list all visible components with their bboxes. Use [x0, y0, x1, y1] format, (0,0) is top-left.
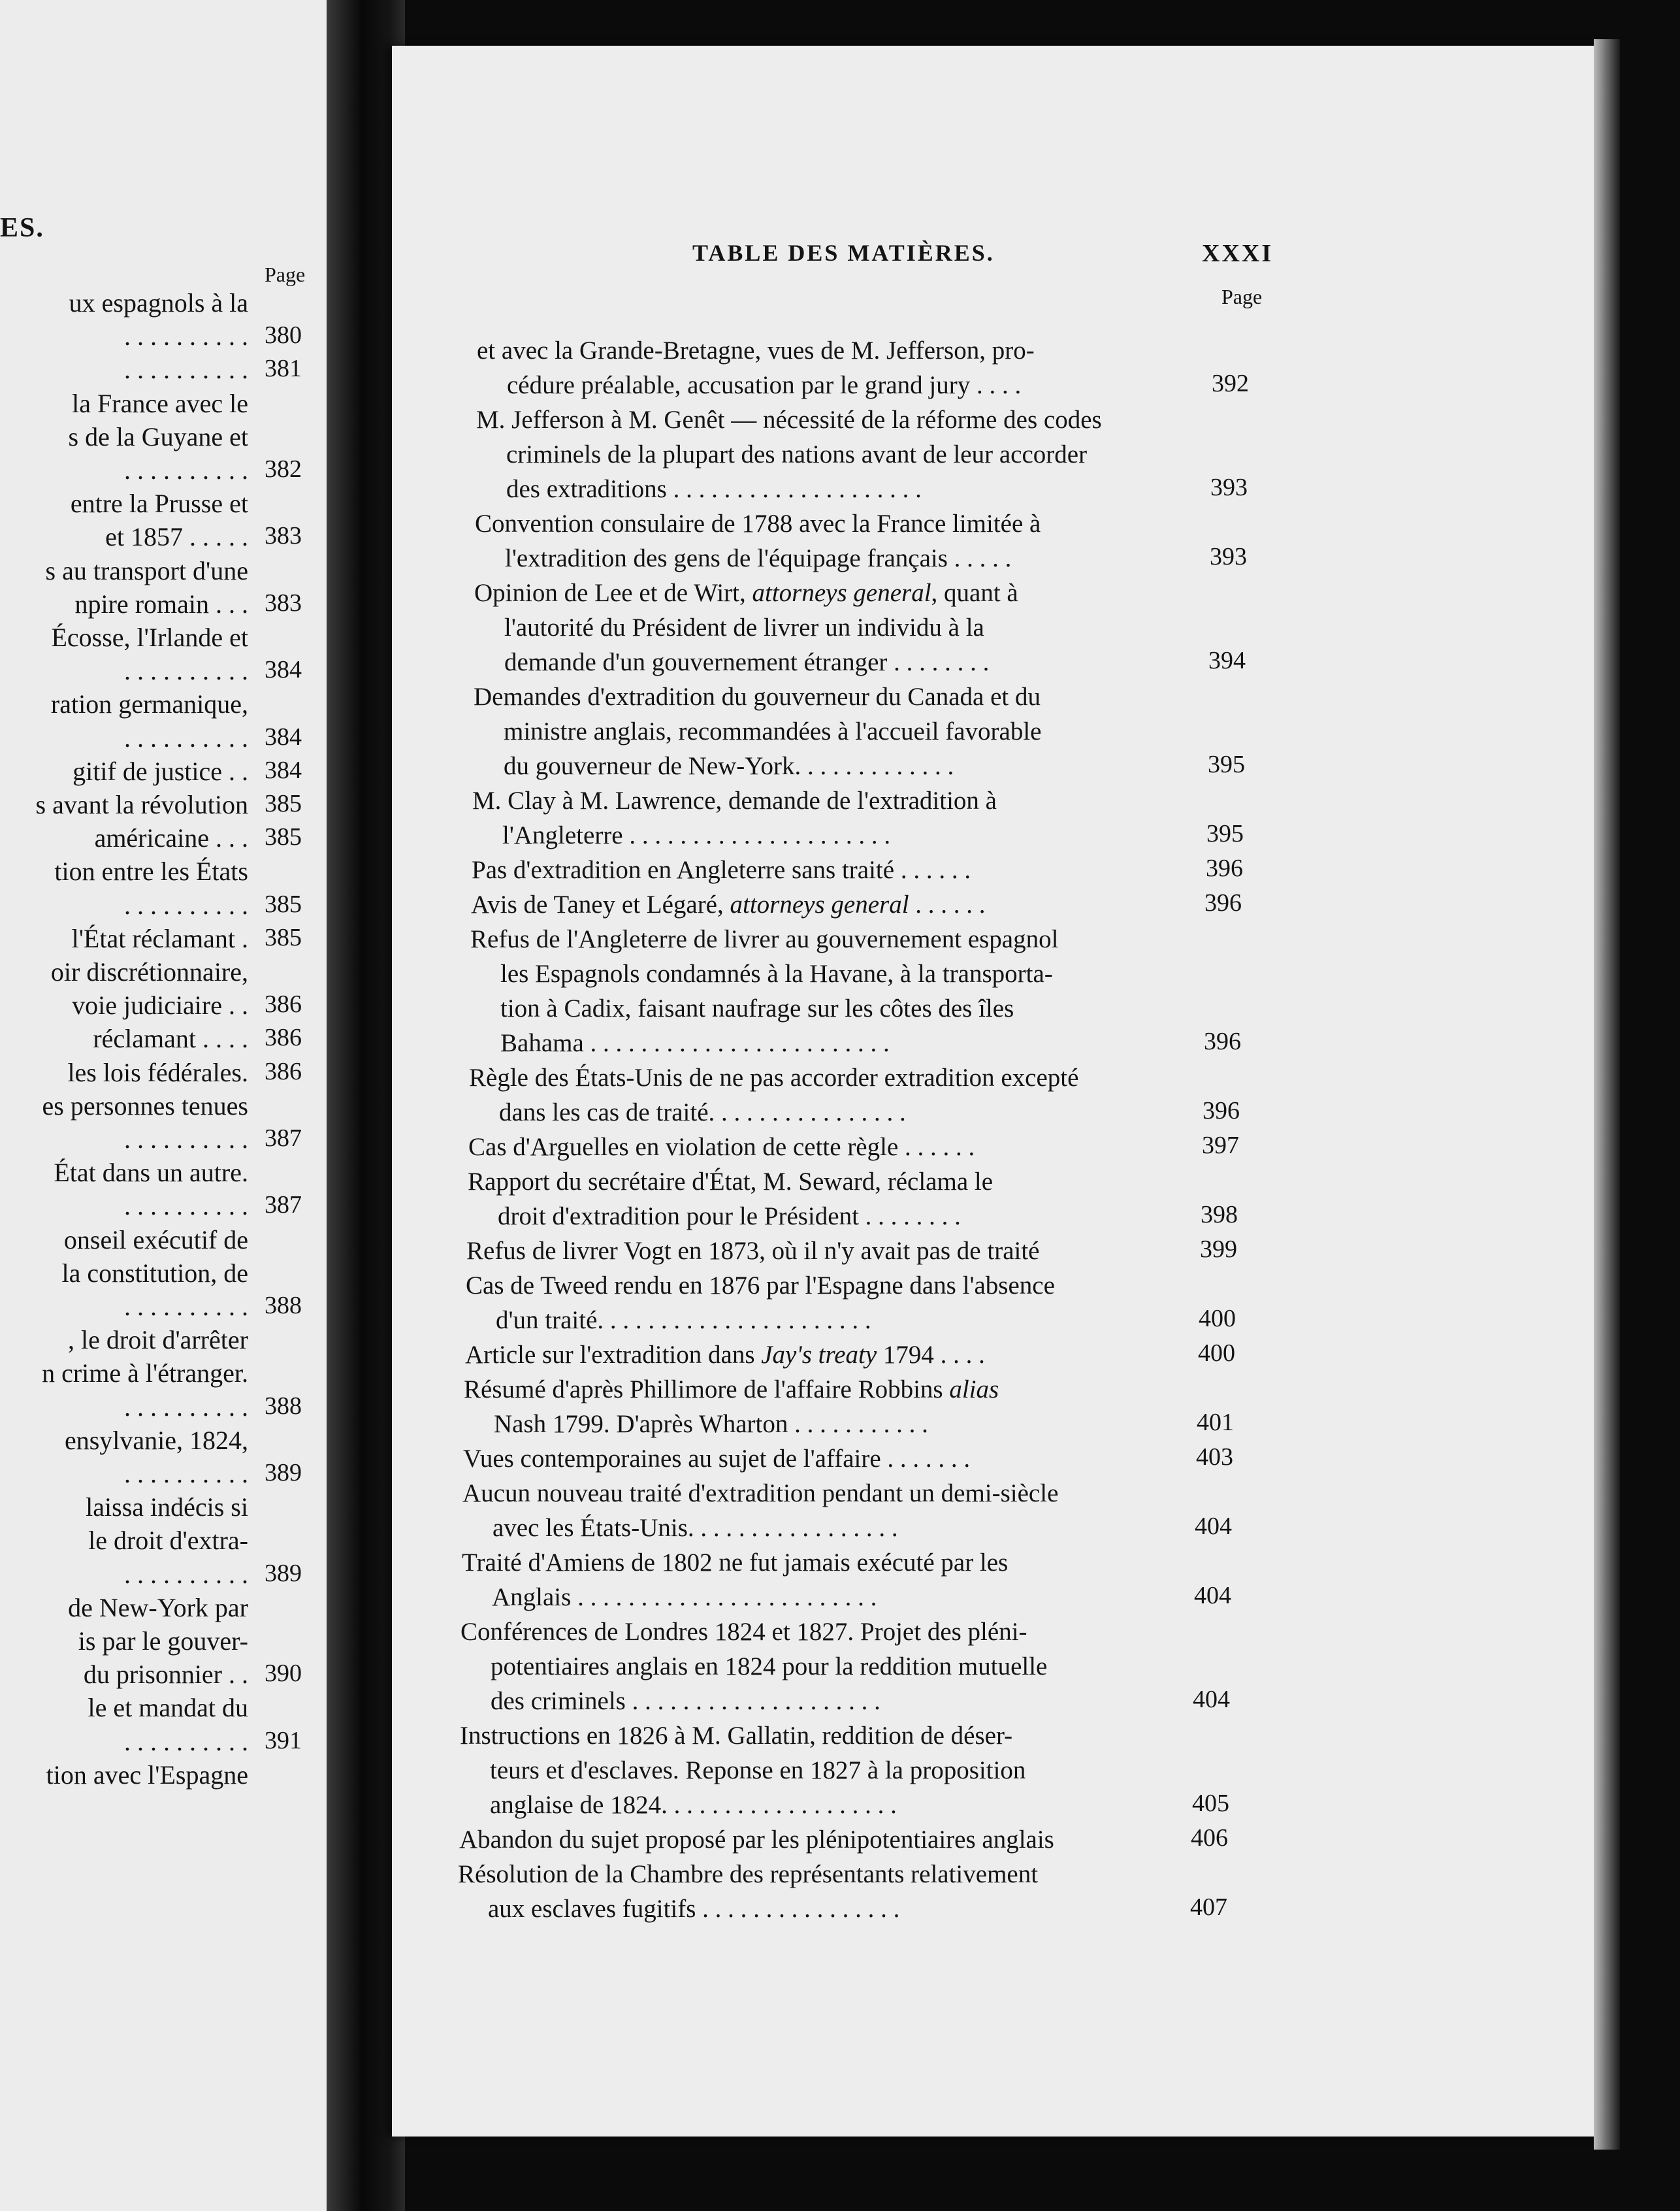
toc-entry [469, 1060, 1078, 1130]
left-page-line: ux espagnols à la [69, 288, 248, 318]
toc-entry [474, 576, 1018, 680]
toc-entry [475, 506, 1041, 576]
toc-entry-line: anglaise de 1824. . . . . . . . . . . . . . . . . . . [490, 1791, 897, 1819]
left-page-line: . . . . . . . . . . [124, 321, 248, 352]
left-page-number: 385 [265, 790, 302, 817]
toc-entry [470, 922, 1058, 1060]
left-page-line: tion avec l'Espagne [46, 1760, 248, 1790]
left-page-line: n crime à l'étranger. [42, 1358, 248, 1388]
toc-entry [464, 1372, 999, 1441]
toc-entry-line: Opinion de Lee et de Wirt, attorneys general, quant à [474, 579, 1018, 607]
toc-page-number: 403 [1196, 1443, 1233, 1471]
toc-entry-line: potentiaires anglais en 1824 pour la reddition mutuelle [491, 1652, 1048, 1680]
toc-entry [463, 1441, 970, 1476]
toc-entry [465, 1337, 985, 1372]
toc-page-number: 404 [1193, 1686, 1230, 1713]
left-page-line: gitif de justice . . [73, 756, 248, 786]
left-page-line: . . . . . . . . . . [124, 723, 248, 753]
toc-entry-line: Avis de Taney et Légaré, attorneys general . . . . . . [471, 891, 986, 919]
toc-entry [460, 1718, 1026, 1822]
toc-page-number: 405 [1192, 1790, 1229, 1817]
toc-entry-line: ministre anglais, recommandées à l'accueil favorable [504, 717, 1042, 745]
page-column-label: Page [1221, 285, 1263, 308]
page-folio: XXXI [1202, 240, 1274, 267]
toc-entry-line: Conférences de Londres 1824 et 1827. Projet des pléni- [460, 1618, 1027, 1646]
toc-entry [472, 783, 997, 853]
left-page-line: s avant la révolution [35, 790, 248, 819]
toc-entry [466, 1268, 1055, 1337]
left-page-line: les lois fédérales. [67, 1057, 248, 1087]
toc-page-number: 393 [1210, 543, 1247, 570]
left-page-line: réclamant . . . . [93, 1024, 248, 1054]
left-page-line: s de la Guyane et [68, 421, 248, 451]
toc-entry-line: Règle des États-Unis de ne pas accorder extradition excepté [469, 1064, 1079, 1092]
toc-entry-line: Résolution de la Chambre des représentants relativement [458, 1860, 1039, 1888]
left-page-line: . . . . . . . . . . [124, 1559, 248, 1589]
left-page-line: de New-York par [68, 1592, 248, 1622]
left-page-line: ration germanique, [50, 689, 248, 719]
toc-entry [471, 887, 986, 922]
toc-entry-line: M. Jefferson à M. Genêt — nécessité de la réforme des codes [476, 406, 1102, 434]
toc-entry-line: Refus de l'Angleterre de livrer au gouvernement espagnol [470, 925, 1059, 953]
left-page-number: 380 [265, 321, 302, 350]
toc-entry-line: Demandes d'extradition du gouverneur du Canada et du [474, 683, 1041, 711]
toc-page-number: 401 [1197, 1409, 1234, 1436]
left-page-number: 389 [265, 1559, 302, 1587]
left-page-line: le et mandat du [88, 1693, 248, 1723]
left-page-line: es personnes tenues [42, 1090, 248, 1121]
toc-entry-line: Cas de Tweed rendu en 1876 par l'Espagne dans l'absence [466, 1271, 1055, 1300]
left-page-number: 384 [265, 756, 302, 784]
toc-entry [476, 402, 1102, 506]
toc-entry-line: Traité d'Amiens de 1802 ne fut jamais exécuté par les [462, 1548, 1009, 1577]
left-page-line: s au transport d'une [45, 555, 248, 585]
left-page-line: laissa indécis si [86, 1492, 248, 1522]
left-page-line: la France avec le [72, 388, 248, 418]
toc-entry-line: M. Clay à M. Lawrence, demande de l'extradition à [472, 787, 997, 815]
toc-entry [459, 1822, 1054, 1857]
toc-entry [474, 680, 1042, 783]
toc-entry [477, 333, 1035, 402]
toc-entry [468, 1164, 993, 1234]
toc-entry-line: aux esclaves fugitifs . . . . . . . . . . . . . . . . [488, 1895, 900, 1923]
toc-entry-line: Aucun nouveau traité d'extradition pendant un demi-siècle [462, 1479, 1059, 1507]
toc-page-number: 394 [1208, 647, 1246, 674]
left-page-number: 384 [265, 656, 302, 684]
toc-entry-line: les Espagnols condamnés à la Havane, à la transporta- [500, 960, 1053, 988]
toc-page-number: 406 [1191, 1824, 1228, 1852]
toc-entry-line: Pas d'extradition en Angleterre sans traité . . . . . . [472, 856, 971, 884]
left-page-line: , le droit d'arrêter [68, 1325, 248, 1355]
left-page-number: 385 [265, 823, 302, 851]
toc-entry-line: l'autorité du Président de livrer un individu à la [504, 614, 984, 642]
toc-entry [468, 1130, 975, 1164]
toc-entry [462, 1545, 1008, 1614]
left-page-line: . . . . . . . . . . [124, 890, 248, 920]
left-page-line: . . . . . . . . . . [124, 355, 248, 385]
toc-entry-line: droit d'extradition pour le Président . . . . . . . . [498, 1202, 961, 1230]
toc-entry-line: Convention consulaire de 1788 avec la France limitée à [475, 510, 1041, 538]
left-page-line: . . . . . . . . . . [124, 1392, 248, 1422]
left-page-number: 385 [265, 890, 302, 918]
left-page-line: du prisonnier . . [83, 1660, 248, 1690]
toc-entry-line: Article sur l'extradition dans Jay's treaty 1794 . . . . [465, 1341, 985, 1369]
toc-page-number: 398 [1201, 1201, 1238, 1228]
toc-entry [472, 853, 971, 887]
left-page-line: entre la Prusse et [70, 489, 248, 519]
toc-entry-line: d'un traité. . . . . . . . . . . . . . . . . . . . . . [496, 1306, 871, 1334]
toc-entry-line: teurs et d'esclaves. Reponse en 1827 à la proposition [490, 1756, 1026, 1784]
left-page-number: 386 [265, 1024, 302, 1052]
left-page-line: is par le gouver- [78, 1626, 248, 1656]
left-page-number: 389 [265, 1459, 302, 1486]
toc-entry-line: Nash 1799. D'après Wharton . . . . . . . . . . . [494, 1410, 928, 1438]
left-page-line: l'État réclamant . [71, 923, 248, 953]
toc-entry-line: avec les États-Unis. . . . . . . . . . . . . . . . . [493, 1514, 898, 1542]
left-page-number: 383 [265, 522, 302, 550]
toc-page-number: 396 [1204, 889, 1242, 917]
toc-entry-line: cédure préalable, accusation par le grand jury . . . . [507, 371, 1022, 399]
toc-entry-line: Abandon du sujet proposé par les plénipotentiaires anglais [459, 1826, 1054, 1854]
page-edge [1594, 39, 1620, 2150]
left-page-line: Écosse, l'Irlande et [51, 623, 248, 652]
toc-entry-line: tion à Cadix, faisant naufrage sur les côtes des îles [500, 994, 1014, 1023]
left-page [0, 0, 327, 2211]
toc-entry-line: criminels de la plupart des nations avant de leur accorder [506, 440, 1088, 468]
toc-page-number: 393 [1210, 474, 1248, 501]
toc-entry-line: Cas d'Arguelles en violation de cette règle . . . . . . [468, 1133, 975, 1161]
toc-entry-line: demande d'un gouvernement étranger . . . . . . . . [504, 648, 990, 676]
toc-entry-line: Refus de livrer Vogt en 1873, où il n'y avait pas de traité [466, 1237, 1040, 1265]
toc-page-number: 399 [1200, 1236, 1237, 1263]
left-page-line: tion entre les États [54, 857, 248, 887]
left-page-number: 391 [265, 1726, 302, 1754]
left-page-line: . . . . . . . . . . [124, 1124, 248, 1154]
toc-entry-line: Vues contemporaines au sujet de l'affaire . . . . . . . [463, 1445, 971, 1473]
left-page-line: . . . . . . . . . . [124, 1191, 248, 1221]
toc-page-number: 392 [1212, 370, 1249, 397]
toc-entry-line: Bahama . . . . . . . . . . . . . . . . . . . . . . . . [500, 1029, 890, 1057]
toc-entry-line: Résumé d'après Phillimore de l'affaire Robbins alias [464, 1375, 999, 1403]
left-page-number: 387 [265, 1124, 302, 1152]
left-page-number: 384 [265, 723, 302, 751]
left-page-number: 381 [265, 355, 302, 383]
toc-entry [466, 1234, 1039, 1268]
left-page-number: 387 [265, 1191, 302, 1219]
left-page-line: le droit d'extra- [88, 1526, 248, 1556]
toc-page-number: 407 [1190, 1893, 1227, 1921]
left-page-line: américaine . . . [94, 823, 248, 853]
left-page-number: 386 [265, 991, 302, 1019]
toc-entry [462, 1476, 1058, 1545]
toc-entry [458, 1857, 1038, 1926]
toc-page-number: 395 [1208, 751, 1245, 778]
left-page-number: 382 [265, 455, 302, 483]
toc-entry-line: des extraditions . . . . . . . . . . . . . . . . . . . . [506, 475, 922, 503]
left-page-line: onseil exécutif de [63, 1224, 248, 1254]
left-page-number: 383 [265, 589, 302, 617]
left-page-line: la constitution, de [61, 1258, 248, 1288]
left-page-line: ensylvanie, 1824, [64, 1425, 248, 1455]
left-page-line: . . . . . . . . . . [124, 1726, 248, 1756]
left-page-line: . . . . . . . . . . [124, 455, 248, 485]
left-page-line: et 1857 . . . . . [105, 522, 248, 552]
toc-entry-line: Rapport du secrétaire d'État, M. Seward, réclama le [468, 1168, 993, 1196]
left-page-line: oir discrétionnaire, [50, 957, 248, 987]
left-page-line: voie judiciaire . . [72, 991, 248, 1021]
toc-page-number: 397 [1202, 1132, 1239, 1159]
toc-page-number: 400 [1198, 1339, 1235, 1367]
toc-entry-line: l'Angleterre . . . . . . . . . . . . . . . . . . . . . [502, 821, 891, 849]
toc-page-number: 396 [1206, 855, 1243, 882]
toc-entry [460, 1614, 1047, 1718]
toc-page-number: 396 [1204, 1028, 1241, 1055]
toc-entry-line: du gouverneur de New-York. . . . . . . . . . . . . [504, 752, 954, 780]
toc-entry-line: Instructions en 1826 à M. Gallatin, reddition de déser- [460, 1722, 1013, 1750]
left-page-line: . . . . . . . . . . [124, 1459, 248, 1488]
toc-entry-line: des criminels . . . . . . . . . . . . . . . . . . . . [491, 1687, 880, 1715]
left-page-number: 390 [265, 1660, 302, 1688]
left-page-number: 388 [265, 1392, 302, 1420]
toc-page-number: 395 [1206, 820, 1244, 847]
left-page-number: 385 [265, 923, 302, 951]
toc-entry-line: dans les cas de traité. . . . . . . . . . . . . . . . [499, 1098, 906, 1126]
toc-entry-line: et avec la Grande-Bretagne, vues de M. Jefferson, pro- [477, 336, 1035, 365]
running-title: TABLE DES MATIÈRES. [692, 240, 995, 266]
left-page-line: npire romain . . . [74, 589, 248, 619]
left-page-number: 386 [265, 1057, 302, 1085]
left-page-line: . . . . . . . . . . [124, 1292, 248, 1321]
toc-page-number: 400 [1199, 1305, 1236, 1332]
toc-entry-line: Anglais . . . . . . . . . . . . . . . . . . . . . . . . [492, 1583, 877, 1611]
left-page-line: . . . . . . . . . . [124, 656, 248, 686]
toc-page-number: 404 [1195, 1513, 1232, 1540]
toc-page-number: 404 [1194, 1582, 1231, 1609]
left-page-number: 388 [265, 1292, 302, 1319]
left-page-header: ES. [0, 213, 44, 243]
left-page-label: Page [265, 263, 306, 286]
toc-entry-line: l'extradition des gens de l'équipage français . . . . . [505, 544, 1012, 572]
left-page-line: État dans un autre. [54, 1158, 248, 1188]
right-page [392, 46, 1607, 2137]
toc-page-number: 396 [1203, 1097, 1240, 1124]
